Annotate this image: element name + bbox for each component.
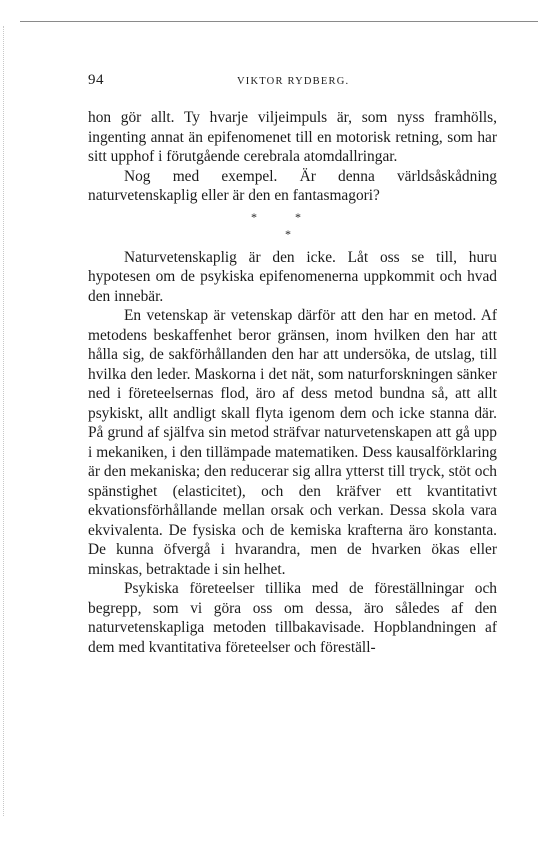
page-header (88, 72, 497, 94)
left-page-edge (3, 26, 4, 816)
paragraph: Nog med exempel. Är denna världsåskådning naturvetenskaplig eller är den en fantasmagori? (88, 167, 497, 204)
asterisk-mark: * (285, 226, 291, 241)
body-text (88, 108, 497, 657)
paragraph: En vetenskap är vetenskap därför att den har en metod. Af metodens beskaffenhet beror gränsen, inom hvilken den har att hålla sig, de sakförhållanden den har att undersöka, de utslag, till hvilka den leder. Maskorna i det nät, som naturforskningen sänker ned i företeelsernas flod, äro af dess metod bundna så, att allt psykiskt, allt andligt skall flyta igenom dem och icke stanna där. På grund af själfva sin metod sträfvar naturvetenskapen att gå upp i mekaniken, i den tillämpade matematiken. Dess kausalförklaring är den mekaniska; den reducerar sig allra ytterst till tryck, stöt och spänstighet (elasticitet), och den kräfver ett kvantitativt ekvationsförhållande mellan orsak och verkan. Dessa skola vara ekvivalenta. De fysiska och de kemiska krafterna äro konstanta. De kunna öfvergå i hvarandra, men de hvarken ökas eller minskas, betraktade i sin helhet. (88, 307, 497, 578)
paragraph: Psykiska företeelser tillika med de föreställningar och begrepp, som vi göra oss om dessa, äro således af den naturvetenskapliga metoden tillbakavisade. Hopblandningen af dem med kvantitativa företeelser och föreställ- (88, 580, 497, 656)
asterisk-mark: * (295, 209, 301, 224)
top-edge-rule (20, 21, 538, 22)
asterisk-mark: * (251, 209, 257, 224)
paragraph-continued: hon gör allt. Ty hvarje viljeimpuls är, som nyss framhölls, ingenting annat än epifenomenet till en motorisk retning, som har sitt upphof i förutgående cerebrala atomdallringar. (88, 109, 497, 165)
page-number: 94 (88, 72, 104, 88)
section-break-asterism (88, 206, 497, 243)
running-head: VIKTOR RYDBERG. (237, 76, 350, 87)
paragraph: Naturvetenskaplig är den icke. Låt oss se till, huru hypotesen om de psykiska epifenomenerna uppkommit och hvad den innebär. (88, 248, 497, 305)
